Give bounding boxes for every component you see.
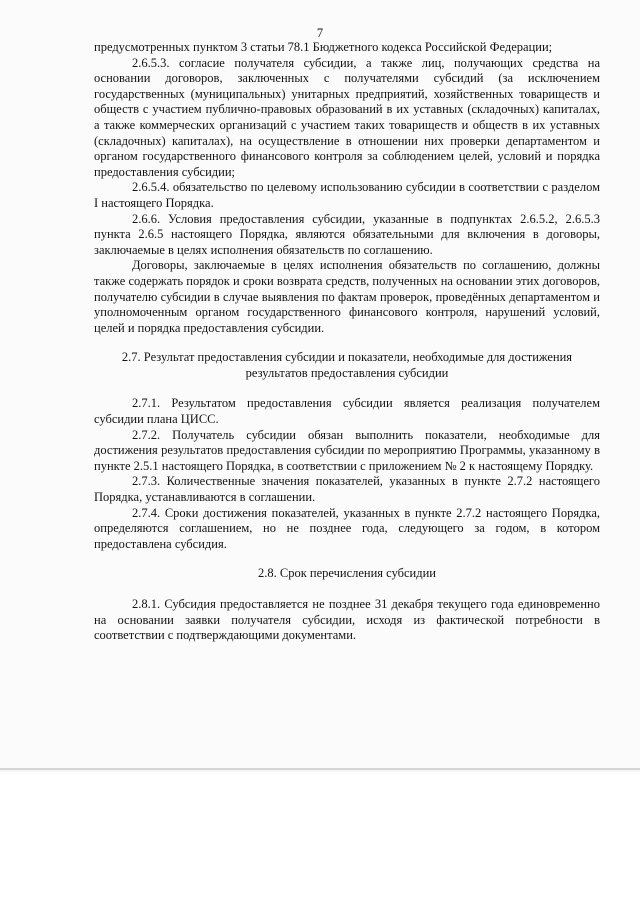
page-number: 7 [316, 26, 324, 40]
paragraph-2-6-5-3: 2.6.5.3. согласие получателя субсидии, а также лиц, получающих средства на основании договоров, заключенных с получателями субсидий (за исключением государственных (муниципальных) унитарных предприятий, хозяйственных товариществ и обществ с участием публично-правовых образований в их уставных (складочных) капиталах, а также коммерческих организаций с участием таких товариществ и обществ в их уставных (складочных) капиталах), на осуществление в отношении них проверки департаментом и органом государственного финансового контроля за соблюдением целей, условий и порядка предоставления субсидии; [94, 55, 600, 179]
page-body [94, 40, 600, 644]
paragraph-continuation: предусмотренных пунктом 3 статьи 78.1 Бюджетного кодекса Российской Федерации; [94, 40, 553, 54]
paragraph-2-7-4: 2.7.4. Сроки достижения показателей, указанных в пункте 2.7.2 настоящего Порядка, определяются соглашением, но не позднее года, следующего за годом, в котором предоставлена субсидия. [94, 505, 600, 551]
section-heading-2-7: 2.7. Результат предоставления субсидии и показатели, необходимые для достижения результатов предоставления субсидии [121, 350, 573, 380]
paragraph-contracts: Договоры, заключаемые в целях исполнения обязательств по соглашению, должны также содержать порядок и сроки возврата средств, полученных на основании этих договоров, получателю субсидии в случае выявления по фактам проверок, проведённых департаментом и уполномоченным органом государственного финансового контроля, нарушений условий, целей и порядка предоставления субсидии. [94, 258, 600, 335]
paragraph-2-7-3: 2.7.3. Количественные значения показателей, указанных в пункте 2.7.2 настоящего Порядка, устанавливаются в соглашении. [94, 474, 600, 505]
paragraph-2-7-1: 2.7.1. Результатом предоставления субсидии является реализация получателем субсидии плана ЦИСС. [94, 396, 600, 427]
paragraph-2-7-2: 2.7.2. Получатель субсидии обязан выполнить показатели, необходимые для достижения результатов предоставления субсидии по мероприятию Программы, указанному в пункте 2.5.1 настоящего Порядка, в соответствии с приложением № 2 к настоящему Порядку. [94, 427, 600, 473]
section-heading-2-8: 2.8. Срок перечисления субсидии [257, 566, 436, 581]
paragraph-2-6-5-4: 2.6.5.4. обязательство по целевому использованию субсидии в соответствии с разделом I настоящего Порядка. [94, 180, 600, 210]
paragraph-2-6-6: 2.6.6. Условия предоставления субсидии, указанные в подпунктах 2.6.5.2, 2.6.5.3 пункта 2.6.5 настоящего Порядка, являются обязательными для включения в договоры, заключаемые в целях исполнения обязательств по соглашению. [94, 211, 600, 257]
paragraph-2-8-1: 2.8.1. Субсидия предоставляется не позднее 31 декабря текущего года единовременно на основании заявки получателя субсидии, исходя из фактической потребности в соответствии с подтверждающими документами. [94, 597, 600, 643]
